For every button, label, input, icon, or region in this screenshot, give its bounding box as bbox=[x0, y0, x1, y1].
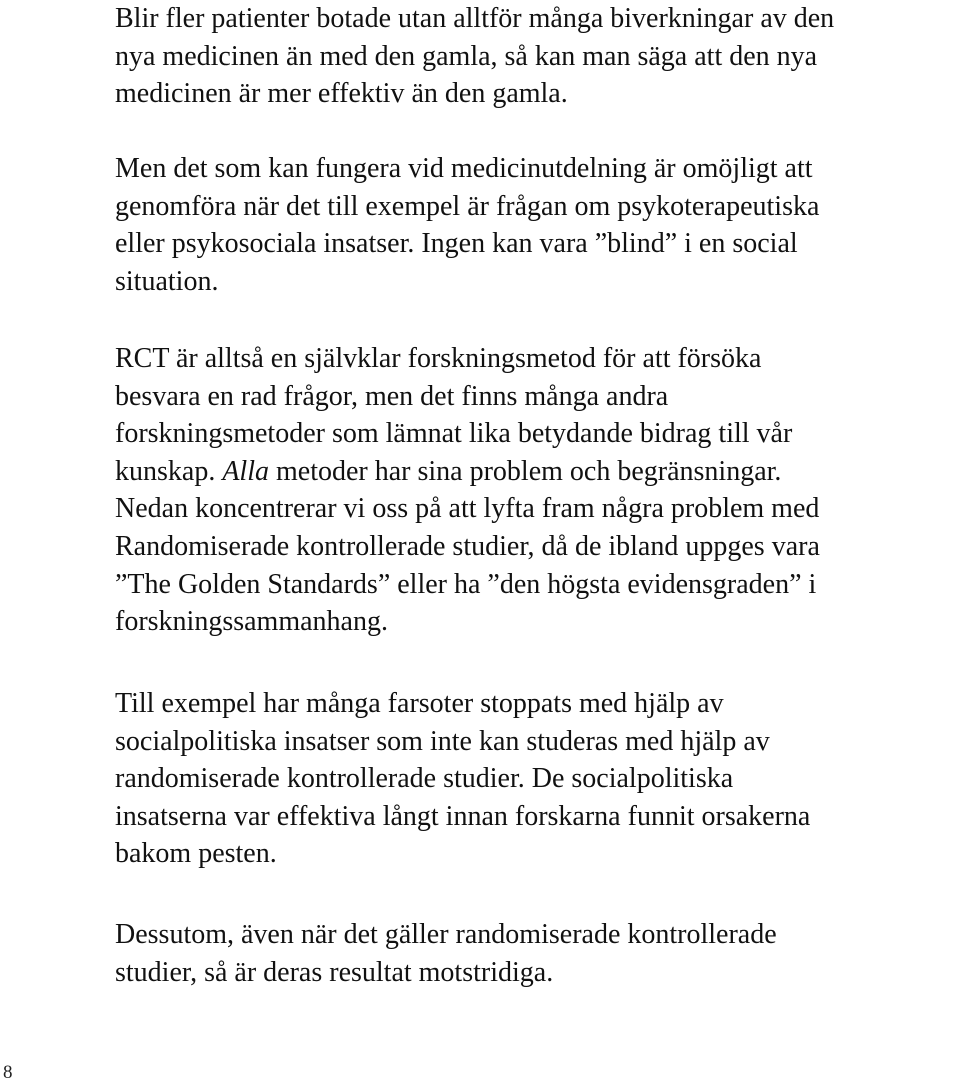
paragraph-5 bbox=[115, 916, 777, 991]
text-segment: metoder har sina problem och begränsningar. bbox=[269, 455, 782, 487]
text-line: forskningssammanhang. bbox=[115, 606, 388, 638]
text-line: Randomiserade kontrollerade studier, då de ibland uppges vara bbox=[115, 530, 820, 562]
text-line: ”The Golden Standards” eller ha ”den högsta evidensgraden” i bbox=[115, 568, 817, 600]
page-number: 8 bbox=[3, 1062, 13, 1083]
text-line: Nedan koncentrerar vi oss på att lyfta fram några problem med bbox=[115, 493, 820, 525]
paragraph-4 bbox=[115, 685, 810, 873]
text-line: studier, så är deras resultat motstridiga. bbox=[115, 956, 554, 988]
text-line: Till exempel har många farsoter stoppats med hjälp av bbox=[115, 688, 724, 719]
text-line: RCT är alltså en självklar forskningsmetod för att försöka bbox=[115, 343, 762, 374]
text-segment: kunskap. bbox=[115, 455, 216, 487]
text-line: besvara en rad frågor, men det finns många andra bbox=[115, 380, 669, 412]
text-line: genomföra när det till exempel är frågan om psykoterapeutiska bbox=[115, 190, 820, 222]
text-line: socialpolitiska insatser som inte kan studeras med hjälp av bbox=[115, 725, 770, 757]
text-line: nya medicinen än med den gamla, så kan man säga att den nya bbox=[115, 40, 818, 72]
text-line: Blir fler patienter botade utan alltför många biverkningar av den bbox=[115, 3, 835, 34]
paragraph-2 bbox=[115, 150, 819, 300]
emphasis-text: Alla bbox=[222, 455, 269, 487]
text-line: bakom pesten. bbox=[115, 838, 277, 870]
text-line: insatserna var effektiva långt innan forskarna funnit orsakerna bbox=[115, 800, 811, 832]
paragraph-1 bbox=[115, 0, 834, 113]
text-line: randomiserade kontrollerade studier. De socialpolitiska bbox=[115, 763, 734, 795]
text-line: Dessutom, även när det gäller randomiserade kontrollerade bbox=[115, 919, 777, 950]
text-line: situation. bbox=[115, 265, 219, 297]
text-line-with-emphasis bbox=[115, 453, 820, 491]
text-line: forskningsmetoder som lämnat lika betydande bidrag till vår bbox=[115, 418, 793, 450]
text-line: medicinen är mer effektiv än den gamla. bbox=[115, 78, 568, 110]
paragraph-3 bbox=[115, 340, 820, 641]
text-line: eller psykosociala insatser. Ingen kan vara ”blind” i en social bbox=[115, 228, 798, 260]
text-line: Men det som kan fungera vid medicinutdelning är omöjligt att bbox=[115, 153, 813, 184]
